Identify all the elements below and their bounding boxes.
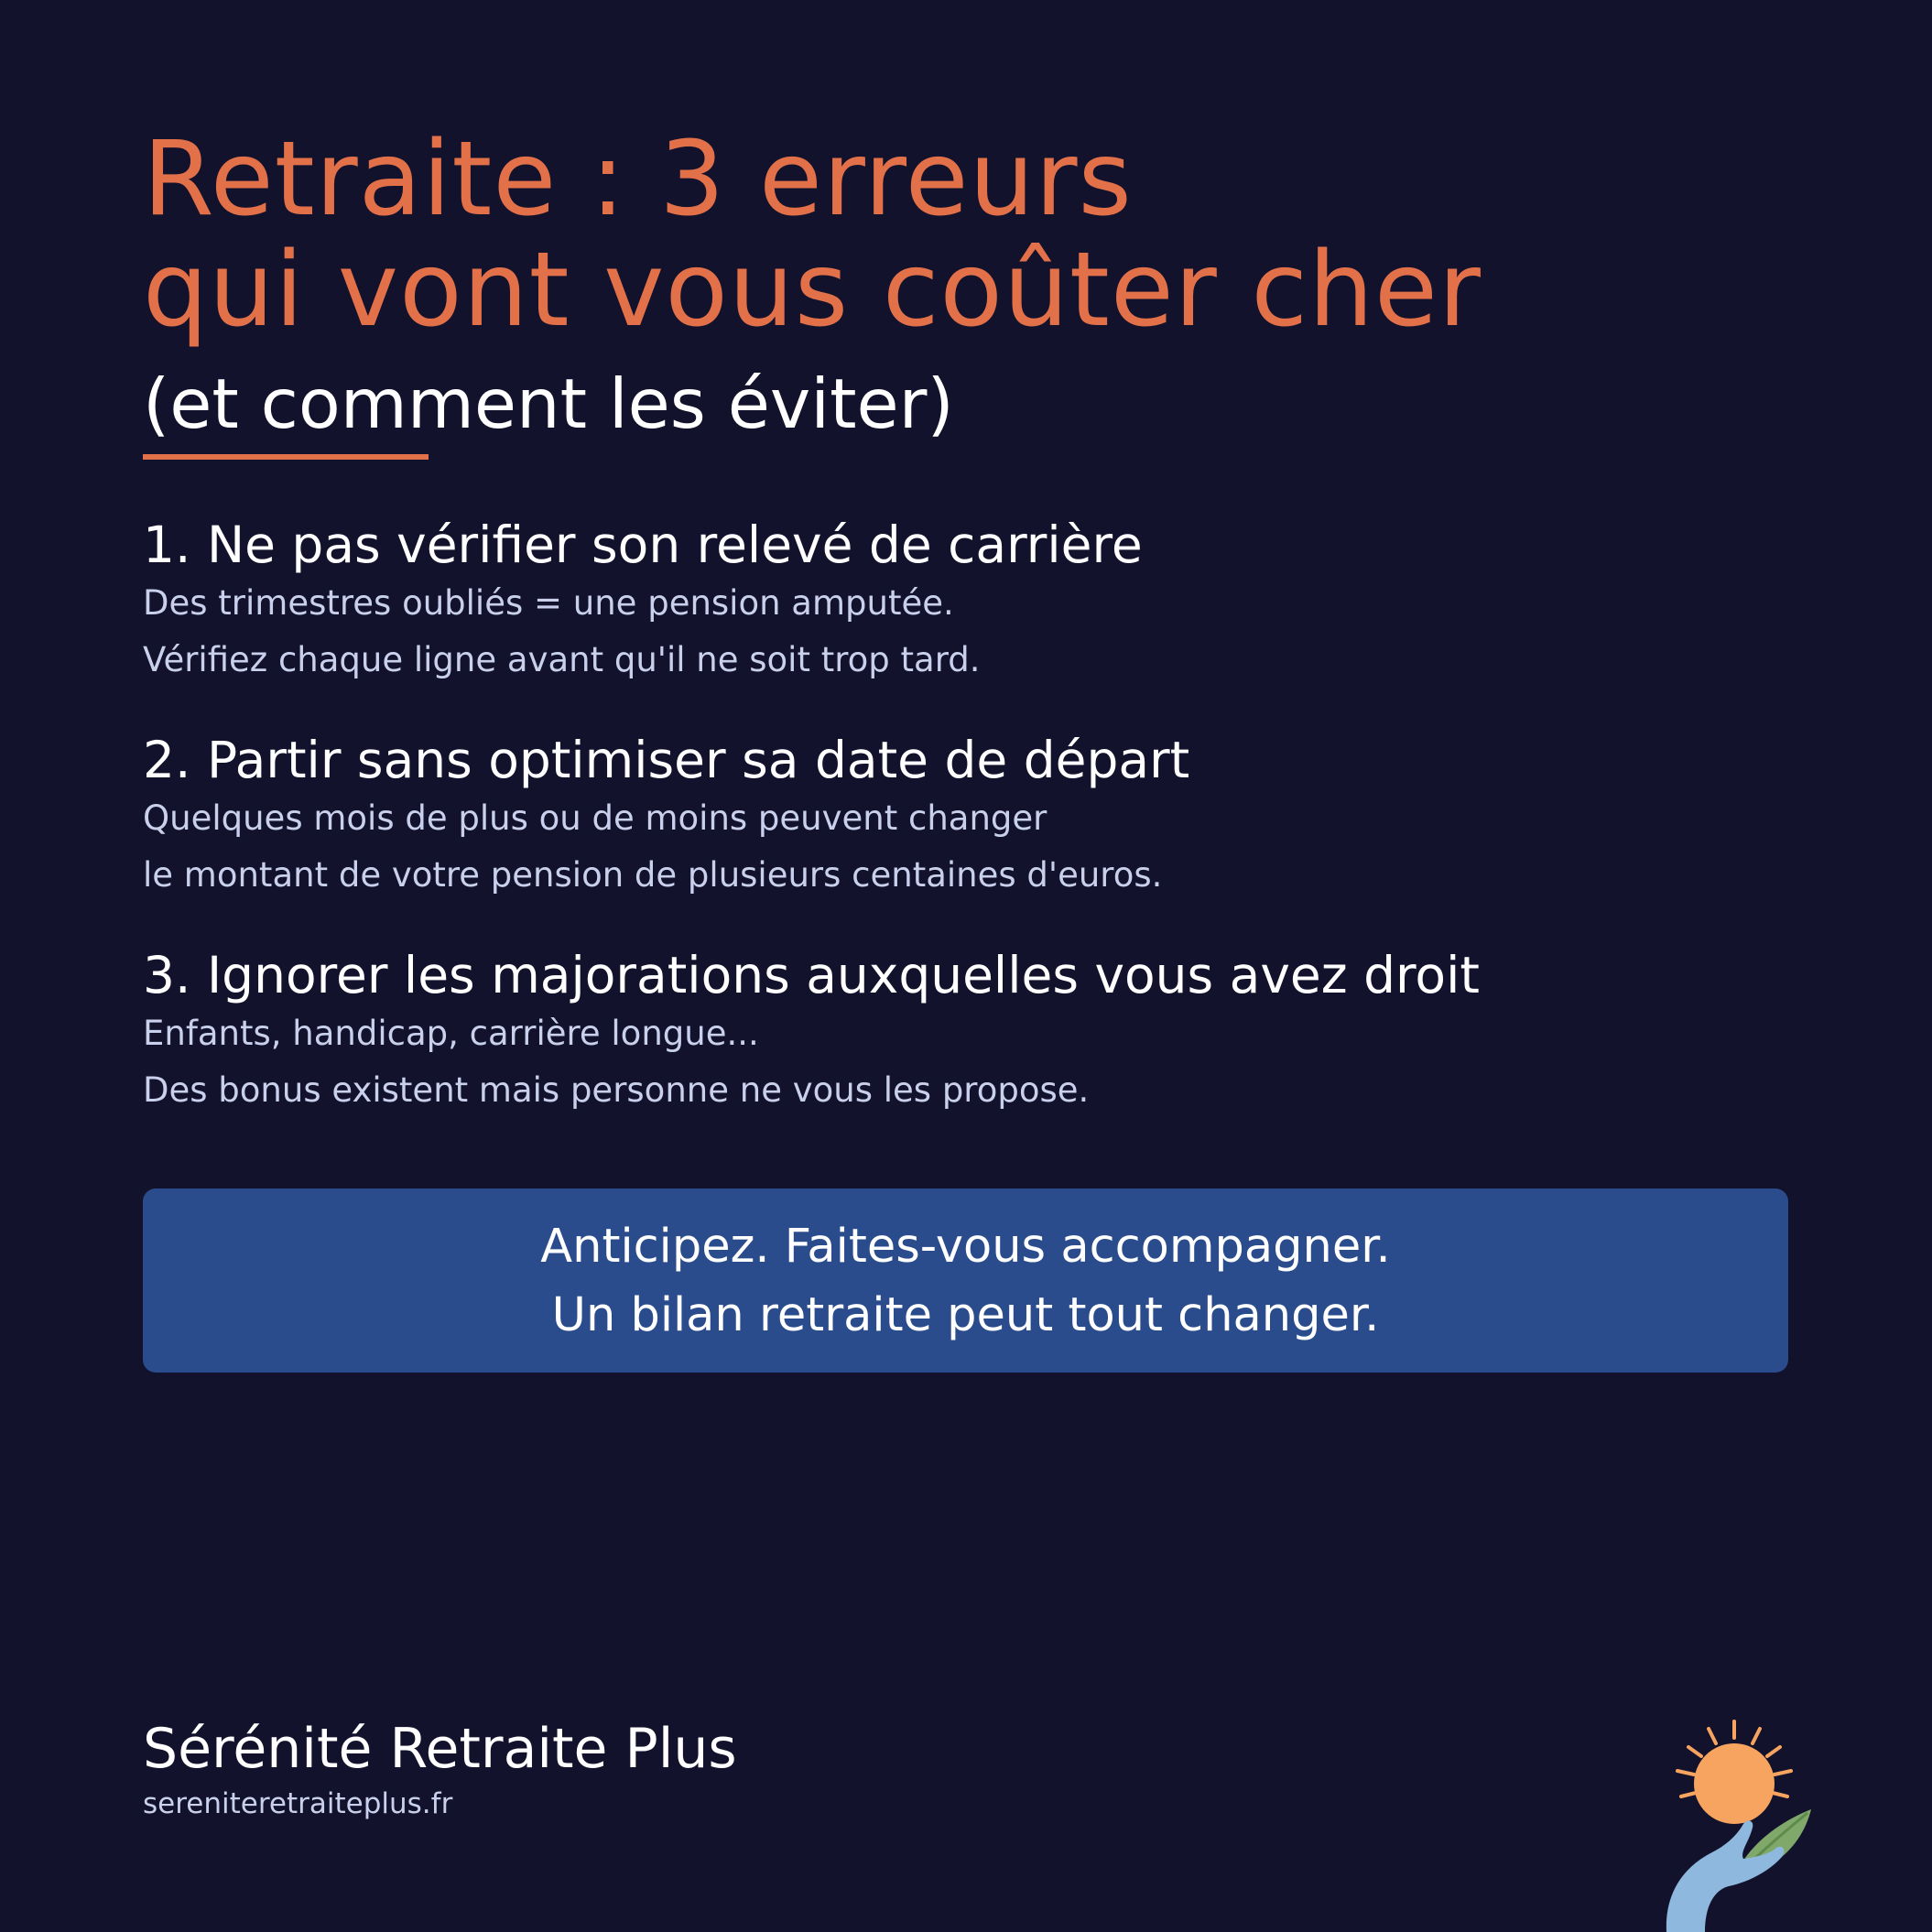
sun-hand-leaf-icon [1655, 1710, 1820, 1932]
error-item-2 [143, 730, 1791, 945]
error-heading: 2. Partir sans optimiser sa date de départ [143, 731, 1190, 789]
error-item-1 [143, 515, 1791, 730]
error-heading: 1. Ne pas vérifier son relevé de carrière [143, 516, 1143, 574]
error-description: Enfants, handicap, carrière longue... [143, 1014, 759, 1053]
error-description: le montant de votre pension de plusieurs centaines d'euros. [143, 855, 1163, 895]
error-heading: 3. Ignorer les majorations auxquelles vous avez droit [143, 946, 1480, 1004]
title-line-2: qui vont vous coûter cher [143, 231, 1482, 350]
call-to-action-box [143, 1189, 1788, 1373]
error-description: Des trimestres oubliés = une pension amputée. [143, 583, 954, 623]
brand-url: sereniteretraiteplus.fr [143, 1787, 453, 1820]
brand-name: Sérénité Retraite Plus [143, 1717, 737, 1781]
error-item-3 [143, 945, 1791, 1160]
title-line-1: Retraite : 3 erreurs [143, 120, 1133, 239]
cta-line-2: Un bilan retraite peut tout changer. [551, 1287, 1380, 1342]
title-underline [143, 454, 429, 460]
cta-line-1: Anticipez. Faites-vous accompagner. [540, 1219, 1391, 1274]
error-description: Quelques mois de plus ou de moins peuvent changer [143, 798, 1047, 838]
error-list [143, 515, 1791, 1160]
error-description: Des bonus existent mais personne ne vous les propose. [143, 1070, 1090, 1110]
page-title [143, 120, 1482, 350]
subtitle: (et comment les éviter) [143, 364, 954, 444]
error-description: Vérifiez chaque ligne avant qu'il ne soit trop tard. [143, 640, 981, 679]
sun-circle [1694, 1743, 1775, 1824]
